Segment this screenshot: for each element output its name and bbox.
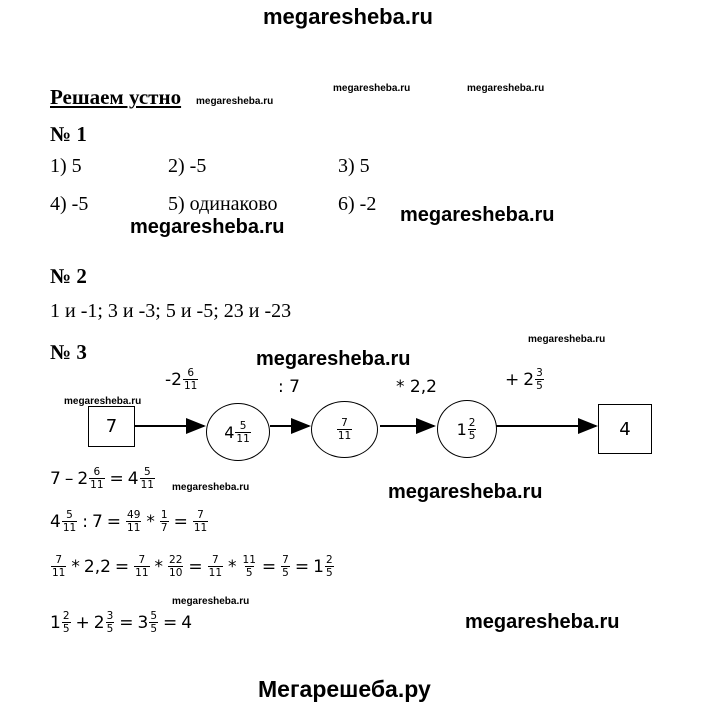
c2-den: 11: [337, 430, 352, 442]
l3-f3: [208, 554, 223, 579]
watermark: megaresheba.ru: [528, 334, 606, 345]
chain-circle-1: [206, 403, 270, 461]
watermark: megaresheba.ru: [400, 204, 555, 226]
l3-mul3: *: [228, 556, 237, 577]
l4-eq1: =: [119, 612, 134, 633]
l2-r-num: 7: [197, 509, 204, 521]
watermark: megaresheba.ru: [256, 348, 411, 370]
l4-plus: +: [75, 612, 90, 633]
l1-minus: –: [64, 468, 74, 489]
l2-f1-num: 49: [127, 509, 141, 521]
chain-op3: * 2,2: [396, 377, 437, 397]
watermark: megaresheba.ru: [467, 83, 545, 94]
task1-answer: 6) -2: [338, 193, 377, 215]
op4-fraction: [535, 367, 544, 392]
watermark: megaresheba.ru: [172, 596, 250, 607]
l2-a-den: 11: [62, 522, 77, 534]
c1-fraction: [235, 420, 250, 445]
calc-line-4: [50, 610, 192, 635]
watermark: megaresheba.ru: [465, 611, 620, 633]
l3-f3-den: 11: [208, 567, 223, 579]
l4-a-frac: [62, 610, 71, 635]
l2-seven: 7: [91, 511, 103, 532]
watermark: megaresheba.ru: [172, 482, 250, 493]
c2-num: 7: [341, 417, 348, 429]
l4-b-den: 5: [106, 623, 114, 635]
op1-den: 11: [183, 380, 198, 392]
l3-eq3: =: [261, 556, 277, 577]
c1-num: 5: [239, 419, 247, 432]
l3-f3-num: 7: [212, 554, 219, 566]
task1-answer: 5) одинаково: [168, 193, 278, 215]
calc-line-3: [50, 554, 335, 579]
chain-op1: [165, 367, 199, 392]
l3-f1-den: 11: [135, 567, 149, 579]
l1-r-num: 5: [143, 466, 151, 478]
l3-f2-den: 10: [169, 567, 183, 579]
l3-f1: [134, 554, 149, 579]
l2-f2-den: 7: [160, 522, 168, 534]
l4-b-frac: [106, 610, 115, 635]
op4-den: 5: [536, 380, 543, 392]
task1-answer: 2) -5: [168, 155, 207, 177]
site-footer[interactable]: Мегарешеба.ру: [258, 676, 431, 702]
task1-answer: 1) 5: [50, 155, 82, 177]
l4-a-den: 5: [62, 623, 70, 635]
op4-whole: 2: [523, 369, 535, 390]
task1-answer: 3) 5: [338, 155, 370, 177]
op1-sign: -: [165, 369, 172, 390]
l1-r-den: 11: [140, 479, 154, 491]
l4-b-num: 3: [106, 610, 114, 622]
c3-fraction: [468, 417, 477, 442]
c3-num: 2: [468, 416, 476, 429]
chain-circle-3: [437, 400, 497, 458]
l1-eq: =: [109, 468, 124, 489]
l2-r-den: 11: [193, 522, 208, 534]
l2-f1-den: 11: [127, 522, 141, 534]
l3-eq2: =: [188, 556, 203, 577]
l2-f2: [160, 509, 169, 534]
l1-r-whole: 4: [127, 468, 139, 489]
task2-answer: 1 и -1; 3 и -3; 5 и -5; 23 и -23: [50, 300, 292, 322]
op1-num: 6: [187, 367, 194, 379]
watermark: megaresheba.ru: [388, 481, 543, 503]
l2-r: [193, 509, 208, 534]
l1-a: 7: [50, 468, 61, 489]
l3-f2: [168, 554, 183, 579]
l3-a-den: 11: [52, 567, 66, 579]
l4-c-whole: 3: [137, 612, 149, 633]
l3-f2-num: 22: [169, 554, 183, 566]
l1-b-num: 6: [93, 466, 101, 478]
watermark: megaresheba.ru: [196, 96, 274, 107]
task2-label: № 2: [50, 264, 87, 288]
l2-mul: *: [146, 511, 155, 532]
l3-r-num: 2: [325, 554, 333, 566]
chain-end-box: 4: [598, 404, 652, 454]
site-header[interactable]: megaresheba.ru: [263, 4, 433, 29]
section-title: Решаем устно: [50, 85, 182, 109]
l3-eq1: =: [114, 556, 130, 577]
task3-label: № 3: [50, 340, 87, 364]
l1-b-frac: [89, 466, 104, 491]
l2-div: :: [82, 511, 88, 532]
l3-a: [51, 554, 66, 579]
l3-f5-den: 5: [282, 567, 289, 579]
l3-b: 2,2: [83, 556, 111, 577]
op4-num: 3: [536, 367, 543, 379]
l1-b-den: 11: [90, 479, 104, 491]
chain-op4: [505, 367, 545, 392]
l2-a-num: 5: [66, 509, 73, 521]
task1-label: № 1: [50, 122, 87, 146]
l4-r: 4: [181, 612, 193, 633]
chain-circle-2: [311, 401, 378, 458]
op4-sign: +: [505, 369, 520, 390]
c1-whole: 4: [224, 422, 235, 442]
c2-fraction: [337, 417, 352, 442]
op1-fraction: [183, 367, 198, 392]
chain-start-box: 7: [88, 406, 135, 447]
l2-eq2: =: [173, 511, 188, 532]
l1-r-frac: [140, 466, 155, 491]
l3-f4: [242, 554, 257, 579]
l2-a-whole: 4: [50, 511, 61, 532]
l4-eq2: =: [163, 612, 178, 633]
watermark: megaresheba.ru: [333, 83, 411, 94]
l2-f1: [126, 509, 141, 534]
l3-f4-den: 5: [245, 567, 253, 579]
l3-eq4: =: [294, 556, 310, 577]
l3-f4-num: 11: [242, 554, 256, 566]
l3-mul2: *: [154, 556, 164, 577]
l2-eq1: =: [106, 511, 122, 532]
l3-f1-num: 7: [138, 554, 146, 566]
c3-den: 5: [468, 429, 476, 442]
calc-line-1: [50, 466, 156, 491]
l4-c-frac: [149, 610, 158, 635]
op1-whole: 2: [171, 369, 182, 390]
l4-a-whole: 1: [50, 612, 61, 633]
l3-r-frac: [325, 554, 334, 579]
l1-b-whole: 2: [77, 468, 89, 489]
l4-c-num: 5: [150, 610, 158, 622]
l3-f5: [281, 554, 290, 579]
l3-a-num: 7: [55, 554, 63, 566]
l4-c-den: 5: [150, 623, 158, 635]
l2-a-frac: [62, 509, 77, 534]
l3-f5-num: 7: [282, 554, 289, 566]
task1-answer: 4) -5: [50, 193, 89, 215]
l2-f2-num: 1: [160, 509, 168, 521]
chain-op2: : 7: [278, 377, 300, 397]
c3-whole: 1: [456, 419, 467, 439]
c1-den: 11: [236, 432, 250, 445]
l4-b-whole: 2: [93, 612, 105, 633]
watermark: megaresheba.ru: [130, 216, 285, 238]
l3-r-whole: 1: [313, 556, 324, 577]
l4-a-num: 2: [62, 610, 70, 622]
watermark: megaresheba.ru: [64, 396, 142, 407]
l3-mul1: *: [71, 556, 80, 577]
l3-r-den: 5: [325, 567, 333, 579]
calc-line-2: [50, 509, 209, 534]
